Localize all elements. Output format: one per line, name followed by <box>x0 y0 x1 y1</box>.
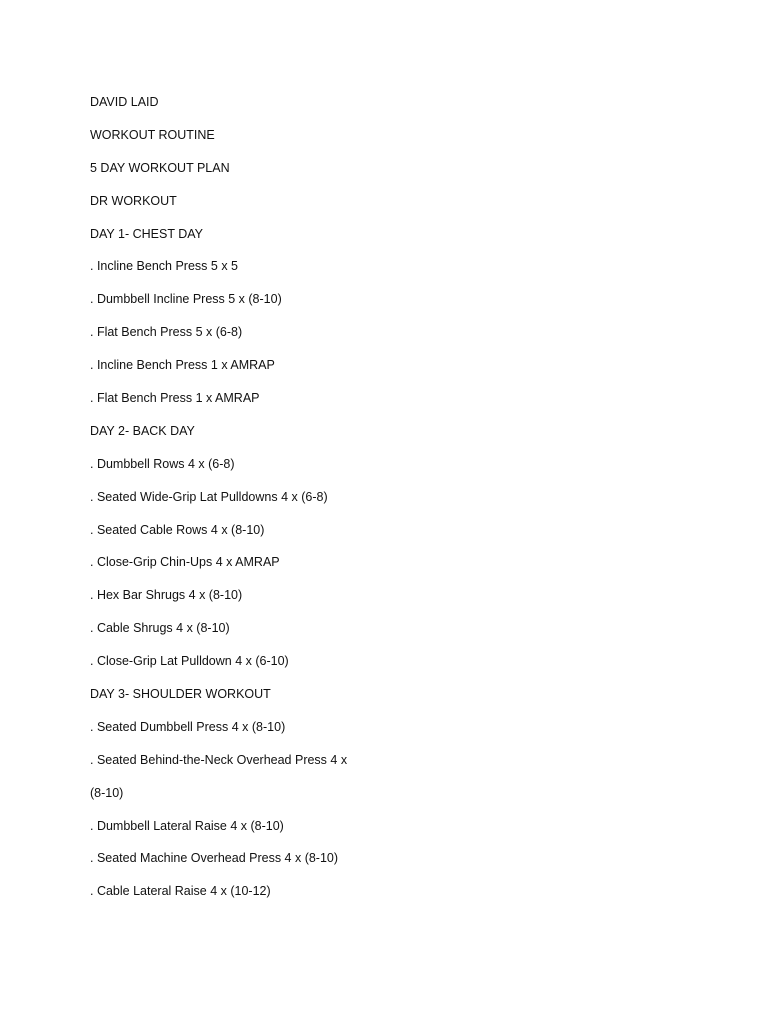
exercise-line: . Cable Shrugs 4 x (8-10) <box>90 621 230 636</box>
exercise-line: . Incline Bench Press 5 x 5 <box>90 259 238 274</box>
document-subtitle: WORKOUT ROUTINE <box>90 127 215 142</box>
exercise-line: . Seated Behind-the-Neck Overhead Press 4 x <box>90 752 348 767</box>
document-title: DAVID LAID <box>90 95 159 109</box>
exercise-line: . Close-Grip Lat Pulldown 4 x (6-10) <box>90 654 289 669</box>
exercise-line: . Flat Bench Press 5 x (6-8) <box>90 325 243 340</box>
exercise-line: . Seated Dumbbell Press 4 x (8-10) <box>90 719 286 734</box>
exercise-line: . Cable Lateral Raise 4 x (10-12) <box>90 884 271 899</box>
day-1-heading: DAY 1- CHEST DAY <box>90 226 203 241</box>
exercise-line: . Dumbbell Lateral Raise 4 x (8-10) <box>90 818 284 833</box>
exercise-line: . Seated Wide-Grip Lat Pulldowns 4 x (6-8) <box>90 489 328 504</box>
exercise-line: . Hex Bar Shrugs 4 x (8-10) <box>90 588 243 603</box>
exercise-line: . Seated Machine Overhead Press 4 x (8-10) <box>90 851 339 866</box>
plan-heading: 5 DAY WORKOUT PLAN <box>90 160 230 175</box>
workout-heading: DR WORKOUT <box>90 193 177 208</box>
document-page <box>90 94 690 916</box>
day-2-heading: DAY 2- BACK DAY <box>90 423 195 438</box>
exercise-line: . Seated Cable Rows 4 x (8-10) <box>90 522 265 537</box>
exercise-line: . Dumbbell Incline Press 5 x (8-10) <box>90 292 282 307</box>
day-3-heading: DAY 3- SHOULDER WORKOUT <box>90 687 271 702</box>
exercise-line: . Flat Bench Press 1 x AMRAP <box>90 391 260 406</box>
exercise-line-continuation: (8-10) <box>90 785 124 800</box>
exercise-line: . Close-Grip Chin-Ups 4 x AMRAP <box>90 555 280 570</box>
exercise-line: . Dumbbell Rows 4 x (6-8) <box>90 456 235 471</box>
exercise-line: . Incline Bench Press 1 x AMRAP <box>90 358 275 373</box>
